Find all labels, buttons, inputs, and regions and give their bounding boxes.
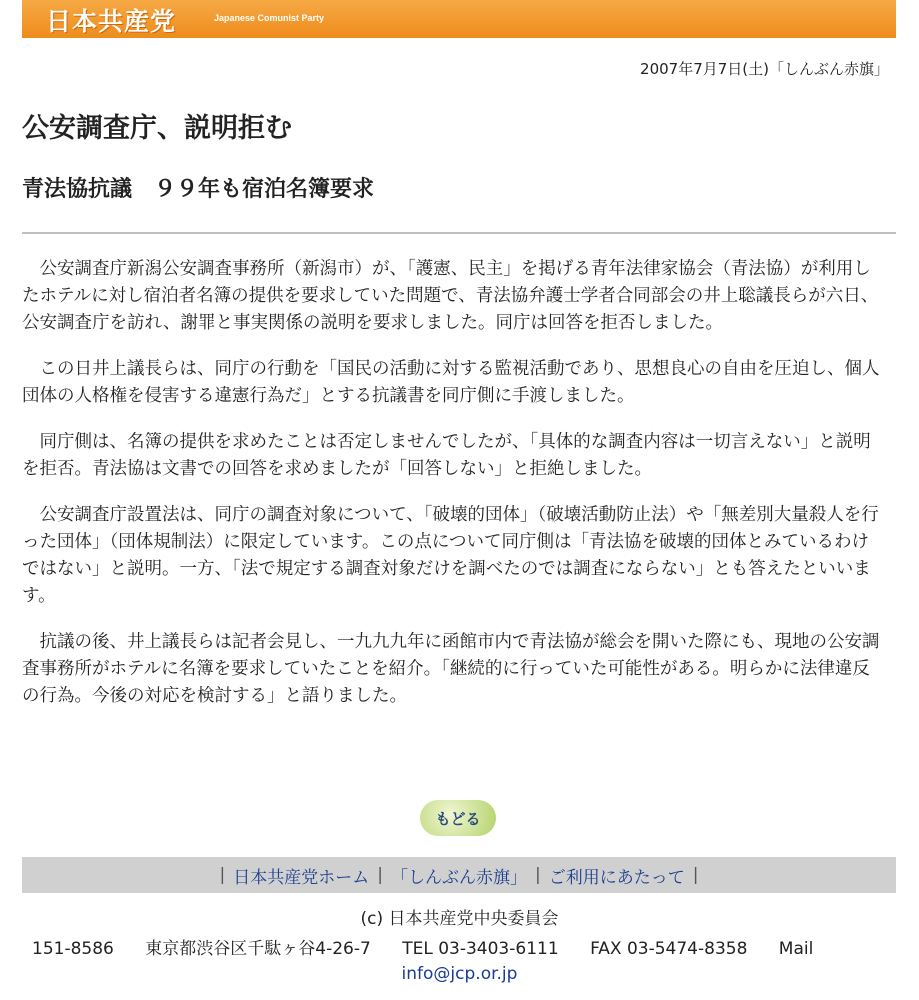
article-paragraph: 同庁側は、名簿の提供を求めたことは否定しませんでしたが、「具体的な調査内容は一切言えない」と説明を拒否。青法協は文書での回答を求めましたが「回答しない」と拒絶しました。 <box>22 432 871 479</box>
article-headline: 公安調査庁、説明拒む <box>22 113 292 144</box>
footer-address <box>32 934 813 959</box>
nav-separator: | <box>535 865 541 885</box>
article-paragraph: 抗議の後、井上議長らは記者会見し、一九九九年に函館市内で青法協が総会を開いた際にも、現地の公安調査事務所がホテルに名簿を要求していたことを紹介。「継続的に行っていた可能性がある。明らかに法律違反の行為。今後の対応を検討する」と語りました。 <box>22 632 880 706</box>
nav-separator: | <box>377 865 383 885</box>
nav-link-home[interactable]: 日本共産党ホーム <box>233 867 370 888</box>
article-date: 2007年7月7日(土)「しんぶん赤旗」 <box>640 60 889 78</box>
header-bar <box>22 0 896 38</box>
nav-separator: | <box>219 865 226 885</box>
footer-nav <box>22 857 896 893</box>
email-link[interactable]: info@jcp.or.jp <box>401 964 518 984</box>
mail-label: Mail <box>778 939 814 959</box>
site-logo[interactable]: 日本共産党 <box>46 7 177 36</box>
header-divider <box>22 232 896 234</box>
postal-code: 151-8586 <box>32 939 114 959</box>
back-button[interactable]: もどる <box>420 800 496 836</box>
article-body <box>22 256 886 729</box>
article-paragraph: 公安調査庁設置法は、同庁の調査対象について、「破壊的団体」（破壊活動防止法）や「無差別大量殺人を行った団体」（団体規制法）に限定しています。この点について同庁側は「青法協を破壊的団体とみているわけではない」と説明。一方、「法で規定する調査対象だけを調べたのでは調査にならない」とも答えたといいます。 <box>22 505 879 606</box>
site-logo-subtitle: Japanese Comunist Party <box>214 13 325 23</box>
street-address: 東京都渋谷区千駄ヶ谷4-26-7 <box>145 939 371 959</box>
article-paragraph: 公安調査庁新潟公安調査事務所（新潟市）が、「護憲、民主」を掲げる青年法律家協会（青法協）が利用したホテルに対し宿泊者名簿の提供を要求していた問題で、青法協弁護士学者合同部会の井上聡議長らが六日、公安調査庁を訪れ、謝罪と事実関係の説明を要求しました。同庁は回答を拒否しました。 <box>22 259 879 333</box>
nav-link-terms[interactable]: ご利用にあたって <box>548 867 685 888</box>
fax-number: FAX 03-5474-8358 <box>590 939 748 959</box>
nav-separator: | <box>692 865 699 885</box>
copyright-text: (c) 日本共産党中央委員会 <box>360 909 559 929</box>
tel-number: TEL 03-3403-6111 <box>402 939 559 959</box>
nav-link-akahata[interactable]: 「しんぶん赤旗」 <box>391 867 527 888</box>
article-paragraph: この日井上議長らは、同庁の行動を「国民の活動に対する監視活動であり、思想良心の自由を圧迫し、個人団体の人格権を侵害する違憲行為だ」とする抗議書を同庁側に手渡しました。 <box>22 359 880 406</box>
article-subheadline: 青法協抗議 ９９年も宿泊名簿要求 <box>22 177 375 202</box>
